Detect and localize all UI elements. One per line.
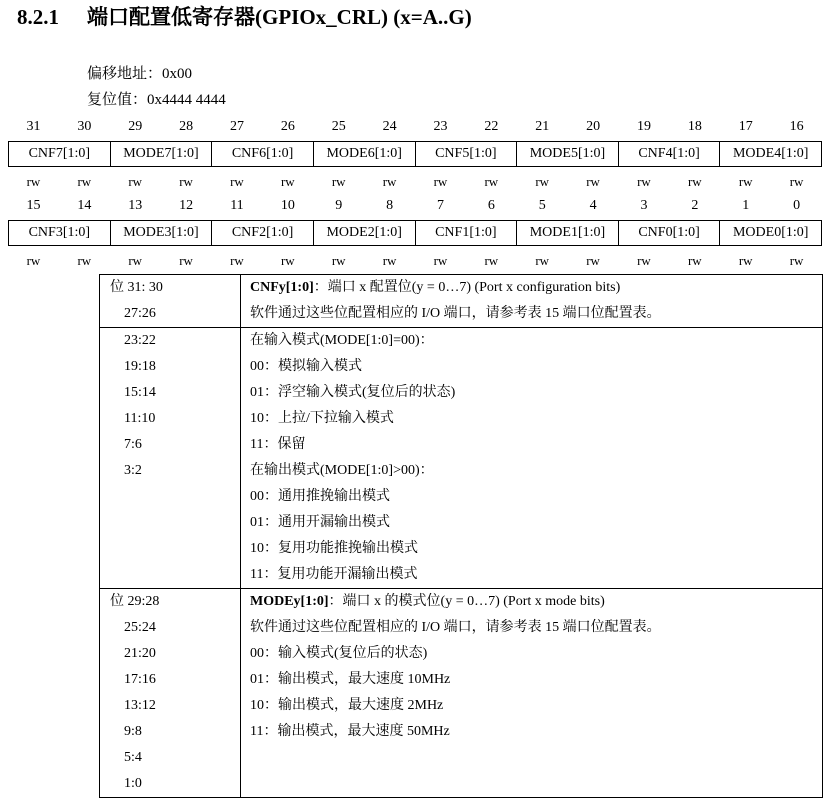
bit-number: 11 xyxy=(230,198,244,213)
reset-value-text: 0x4444 4444 xyxy=(147,92,226,108)
access-type: rw xyxy=(77,253,92,268)
bit-number: 10 xyxy=(280,198,295,213)
access-type: rw xyxy=(128,253,143,268)
access-type: rw xyxy=(26,253,41,268)
access-type: rw xyxy=(280,253,295,268)
cnf-header-row xyxy=(100,275,823,328)
description-line: 01：通用开漏输出模式 xyxy=(250,515,390,530)
cnf-values-row xyxy=(100,328,823,589)
description-line: 在输入模式(MODE[1:0]=00)： xyxy=(250,333,434,348)
register-field: CNF6[1:0] xyxy=(211,142,313,166)
section-heading xyxy=(17,3,472,31)
bit-number: 25 xyxy=(331,119,346,134)
bit-number: 21 xyxy=(535,119,550,134)
access-type: rw xyxy=(738,174,753,189)
description-line: 00：通用推挽输出模式 xyxy=(250,489,390,504)
register-field: CNF7[1:0] xyxy=(28,146,91,161)
description-line: 00：模拟输入模式 xyxy=(250,359,362,374)
description-line: 10：上拉/下拉输入模式 xyxy=(250,411,394,426)
description-line: 00：输入模式(复位后的状态) xyxy=(250,646,428,661)
bit-range: 21:20 xyxy=(124,646,156,661)
bit-number: 19 xyxy=(636,119,651,134)
bit-number: 16 xyxy=(789,119,804,134)
access-type: rw xyxy=(77,174,92,189)
register-field: MODE7[1:0] xyxy=(110,142,212,166)
access-type: rw xyxy=(331,253,346,268)
bits-cell xyxy=(100,275,241,328)
bit-number: 3 xyxy=(640,198,648,213)
bit-number: 4 xyxy=(589,198,597,213)
access-type: rw xyxy=(179,253,193,268)
register-field: MODE6[1:0] xyxy=(313,142,415,166)
field-heading xyxy=(241,275,822,301)
bit-range: 1:0 xyxy=(124,776,142,791)
bit-range: 23:22 xyxy=(124,333,156,348)
access-type: rw xyxy=(586,174,600,189)
section-number: 8.2.1 xyxy=(17,5,59,29)
bit-number: 14 xyxy=(77,198,92,213)
bit-number: 6 xyxy=(487,198,495,213)
access-type: rw xyxy=(280,174,295,189)
description-line: 11：保留 xyxy=(250,437,306,452)
bit-number: 24 xyxy=(382,119,397,134)
description-cell xyxy=(241,589,823,798)
bit-number: 26 xyxy=(280,119,295,134)
access-type: rw xyxy=(789,174,804,189)
bit-number: 2 xyxy=(691,198,699,213)
offset-value: 0x00 xyxy=(162,66,193,82)
offset-address xyxy=(87,64,192,84)
register-field: CNF5[1:0] xyxy=(415,142,517,166)
register-fields-lower xyxy=(8,220,822,246)
description-line: 01：输出模式，最大速度 10MHz xyxy=(250,672,451,687)
register-field: MODE4[1:0] xyxy=(719,142,821,166)
access-type: rw xyxy=(230,174,244,189)
register-fields-upper xyxy=(8,141,822,167)
access-type: rw xyxy=(789,253,804,268)
bit-number: 20 xyxy=(586,119,601,134)
bit-number: 12 xyxy=(179,198,194,213)
access-type: rw xyxy=(687,174,702,189)
bit-number: 27 xyxy=(229,119,244,134)
access-type: rw xyxy=(484,253,499,268)
bit-range: 5:4 xyxy=(124,750,142,765)
access-type: rw xyxy=(230,253,244,268)
description-cell xyxy=(241,328,823,589)
bit-number: 23 xyxy=(433,119,448,134)
access-type: rw xyxy=(738,253,753,268)
description-cell xyxy=(241,275,823,328)
description-line: 11：输出模式，最大速度 50MHz xyxy=(250,724,450,739)
description-line: 01：浮空输入模式(复位后的状态) xyxy=(250,385,456,400)
field-name: MODEy[1:0] xyxy=(250,594,329,609)
description-line: 软件通过这些位配置相应的 I/O 端口，请参考表 15 端口位配置表。 xyxy=(250,620,661,635)
description-line: 10：复用功能推挽输出模式 xyxy=(250,541,418,556)
register-field: CNF2[1:0] xyxy=(211,221,313,245)
section-title: 端口配置低寄存器(GPIOx_CRL) (x=A..G) xyxy=(87,5,472,29)
reset-value xyxy=(87,90,226,110)
bit-range: 11:10 xyxy=(124,411,156,426)
access-type: rw xyxy=(331,174,346,189)
access-type: rw xyxy=(382,253,397,268)
access-type: rw xyxy=(484,174,499,189)
description-line: 在输出模式(MODE[1:0]>00)： xyxy=(250,463,434,478)
field-name: CNFy[1:0] xyxy=(250,280,314,295)
access-type: rw xyxy=(128,174,143,189)
access-type: rw xyxy=(433,174,448,189)
access-type: rw xyxy=(382,174,397,189)
bit-numbers-upper xyxy=(8,117,822,137)
register-field: MODE5[1:0] xyxy=(516,142,618,166)
bit-range: 13:12 xyxy=(124,698,156,713)
bit-range: 3:2 xyxy=(124,463,142,478)
bit-range: 位 31: 30 xyxy=(110,280,163,295)
register-field: CNF1[1:0] xyxy=(415,221,517,245)
bit-range: 27:26 xyxy=(124,306,156,321)
access-type: rw xyxy=(433,253,448,268)
bit-range: 15:14 xyxy=(124,385,156,400)
bit-number: 29 xyxy=(128,119,143,134)
bit-number: 31 xyxy=(26,119,41,134)
bit-number: 5 xyxy=(538,198,546,213)
bit-number: 13 xyxy=(128,198,143,213)
description-line: 10：输出模式，最大速度 2MHz xyxy=(250,698,444,713)
bit-number: 1 xyxy=(742,198,750,213)
bit-number: 0 xyxy=(793,198,801,213)
bit-number: 28 xyxy=(179,119,194,134)
access-type: rw xyxy=(637,253,651,268)
bit-number: 9 xyxy=(335,198,343,213)
register-field: MODE2[1:0] xyxy=(313,221,415,245)
access-type: rw xyxy=(687,253,702,268)
register-field: CNF3[1:0] xyxy=(28,225,91,240)
access-type: rw xyxy=(535,253,550,268)
offset-label: 偏移地址： xyxy=(87,66,163,82)
bit-number: 8 xyxy=(386,198,394,213)
description-line: 11：复用功能开漏输出模式 xyxy=(250,567,418,582)
bit-number: 22 xyxy=(484,119,499,134)
access-type: rw xyxy=(637,174,651,189)
bit-range: 位 29:28 xyxy=(110,594,160,609)
access-type: rw xyxy=(586,253,600,268)
bit-number: 18 xyxy=(687,119,702,134)
bit-number: 15 xyxy=(26,198,41,213)
bit-number: 30 xyxy=(77,119,92,134)
field-summary: ：端口 x 配置位(y = 0…7) (Port x configuration bits) xyxy=(313,280,621,295)
reset-label: 复位值： xyxy=(87,92,148,108)
field-summary: ：端口 x 的模式位(y = 0…7) (Port x mode bits) xyxy=(328,594,605,609)
register-field: MODE3[1:0] xyxy=(110,221,212,245)
access-type: rw xyxy=(26,174,41,189)
register-field: MODE1[1:0] xyxy=(516,221,618,245)
register-field: MODE0[1:0] xyxy=(719,221,821,245)
mode-row xyxy=(100,589,823,798)
access-row-lower xyxy=(8,251,822,271)
bit-numbers-lower xyxy=(8,196,822,216)
field-heading xyxy=(241,589,822,615)
register-field: CNF0[1:0] xyxy=(618,221,720,245)
register-field: CNF4[1:0] xyxy=(618,142,720,166)
access-row-upper xyxy=(8,172,822,192)
bits-cell xyxy=(100,328,241,589)
field-note: 软件通过这些位配置相应的 I/O 端口，请参考表 15 端口位配置表。 xyxy=(250,306,661,321)
bit-range: 7:6 xyxy=(124,437,142,452)
bit-range: 9:8 xyxy=(124,724,142,739)
bit-number: 17 xyxy=(738,119,753,134)
bit-range: 17:16 xyxy=(124,672,156,687)
access-type: rw xyxy=(535,174,550,189)
access-type: rw xyxy=(179,174,193,189)
bit-range: 25:24 xyxy=(124,620,156,635)
bit-description-table xyxy=(99,274,823,798)
bits-cell xyxy=(100,589,241,798)
bit-number: 7 xyxy=(436,198,444,213)
bit-range: 19:18 xyxy=(124,359,156,374)
